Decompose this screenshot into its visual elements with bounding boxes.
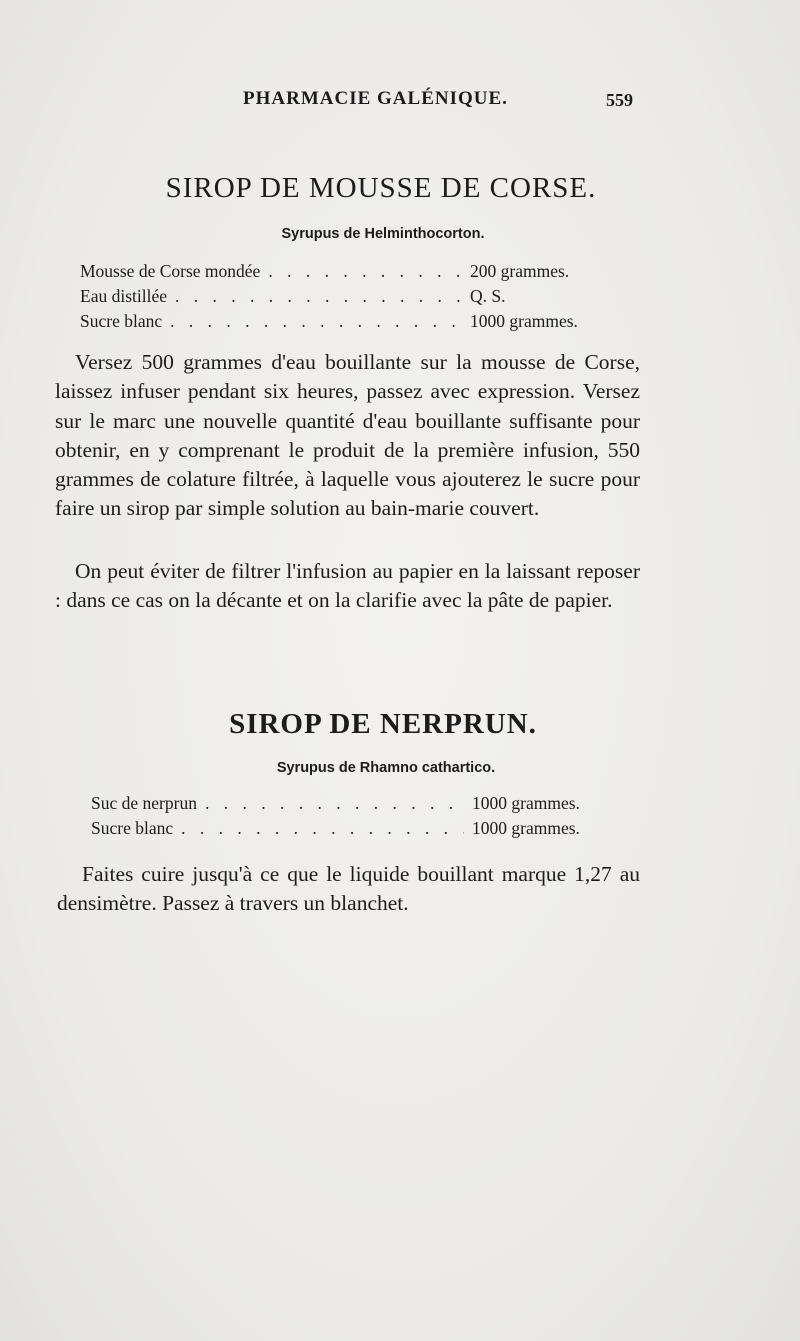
section-title-nerprun: SIROP DE NERPRUN.	[229, 708, 537, 740]
dot-leader	[181, 816, 464, 841]
ingredient-name: Sucre blanc	[80, 311, 163, 331]
dot-leader	[175, 284, 462, 309]
ingredient-list-nerprun	[91, 791, 602, 841]
instruction-paragraph: Versez 500 grammes d'eau bouillante sur la mousse de Corse, laissez infuser pendant six heures, passez avec expression. Versez sur le marc une nouvelle quantité d'eau bouillante suffisante pour obtenir, en y comprenant le produit de la première infusion, 550 grammes de colature filtrée, à laquelle vous ajouterez le sucre pour faire un sirop par simple solution au bain-marie couvert.	[55, 350, 640, 521]
ingredient-quantity: 1000 grammes.	[472, 793, 580, 813]
ingredient-row	[91, 791, 602, 816]
ingredient-quantity: 1000 grammes.	[470, 311, 578, 331]
page-number: 559	[606, 90, 633, 110]
dot-leader	[268, 259, 462, 284]
latin-name-helminthocorton: Syrupus de Helminthocorton.	[281, 226, 485, 242]
instruction-paragraph: On peut éviter de filtrer l'infusion au papier en la laissant reposer : dans ce cas on la décante et on la clarifie avec la pâte de papier.	[55, 559, 640, 613]
latin-name-rhamno: Syrupus de Rhamno cathartico.	[276, 760, 496, 776]
dot-leader	[170, 309, 462, 334]
ingredient-row	[80, 309, 600, 334]
section-title-mousse-de-corse: SIROP DE MOUSSE DE CORSE.	[165, 172, 597, 204]
ingredient-name: Suc de nerprun	[91, 793, 197, 813]
ingredient-name: Mousse de Corse mondée	[80, 261, 261, 281]
ingredient-row	[80, 284, 600, 309]
ingredient-row	[91, 816, 602, 841]
ingredient-quantity: Q. S.	[470, 286, 506, 306]
running-head: PHARMACIE GALÉNIQUE.	[243, 88, 508, 109]
ingredient-row	[80, 259, 600, 284]
ingredient-quantity: 1000 grammes.	[472, 818, 580, 838]
ingredient-list-mousse	[80, 259, 600, 334]
instruction-paragraph: Faites cuire jusqu'à ce que le liquide bouillant marque 1,27 au densimètre. Passez à travers un blanchet.	[57, 862, 640, 916]
ingredient-quantity: 200 grammes.	[470, 261, 570, 281]
ingredient-name: Eau distillée	[80, 286, 167, 306]
ingredient-name: Sucre blanc	[91, 818, 174, 838]
dot-leader	[205, 791, 464, 816]
